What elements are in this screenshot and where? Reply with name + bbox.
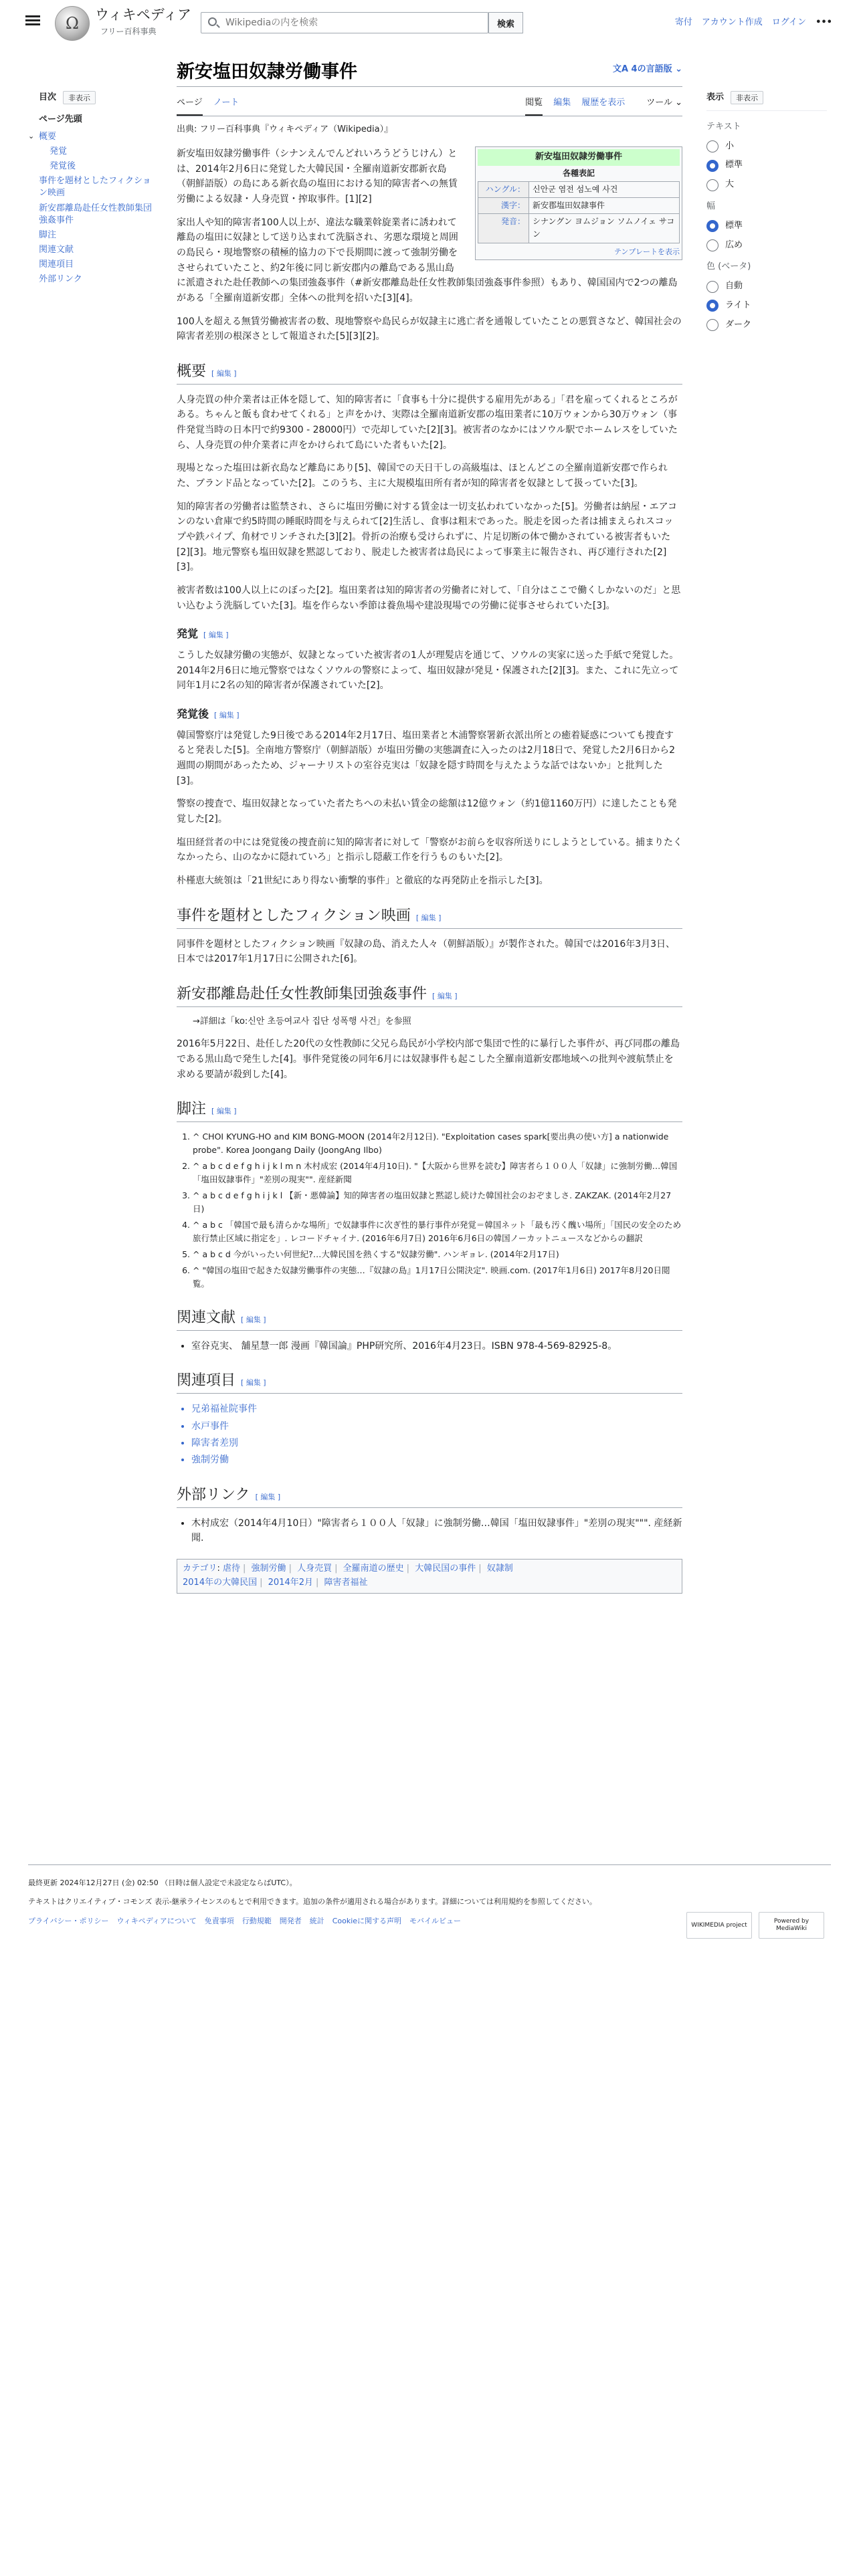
edit-link[interactable]: [ 編集 ] (241, 1315, 266, 1324)
paragraph: 朴槿恵大統領は「21世紀にあり得ない衝撃的事件」と徹底的な再発防止を指示した[3]。 (177, 875, 549, 887)
page-footer (28, 1864, 831, 1932)
footer-link[interactable]: プライバシー・ポリシー (28, 1917, 109, 1926)
category-label[interactable]: カテゴリ (183, 1564, 217, 1574)
table-row: 漢字： 新安郡塩田奴隷事件 (478, 198, 680, 214)
footer-link[interactable]: 免責事項 (204, 1917, 234, 1926)
chevron-down-icon[interactable]: ⌄ (28, 131, 35, 140)
section-heading-overview: 概要[ 編集 ] (177, 362, 682, 385)
footer-link[interactable]: モバイルビュー (409, 1917, 462, 1926)
list-item[interactable]: • 室谷克実、 舗星慧一郎 漫画『韓国論』PHP研究所、2016年4月23日。ISBN 978-4-569-82925-8。 (191, 1339, 682, 1354)
radio-checked-icon (706, 220, 719, 232)
category-link[interactable]: 大韓民国の事件 (415, 1564, 476, 1574)
edit-link[interactable]: [ 編集 ] (203, 631, 229, 639)
radio-icon (706, 239, 719, 251)
list-item[interactable]: • 木村成宏（2014年4月10日）"障害者ら１００人「奴隷」に強制労働…韓国「塩田奴隷事件」"差別の現実""". 産経新聞. (191, 1516, 682, 1546)
paragraph: 被害者数は100人以上にのぼった[2]。塩田業者は知的障害者の労働者に対して、「自分はここで働くしかないのだ」と思い込むよう洗脳していた[3]。塩を作らない季節は養魚場や建設現場での労働に従事させられていた[3]。 (177, 585, 681, 611)
color-auto[interactable]: 自動 (706, 280, 827, 294)
radio-icon (706, 319, 719, 331)
category-link[interactable]: 全羅南道の歴史 (343, 1564, 404, 1574)
references-list (177, 1130, 682, 1291)
color-dark[interactable]: ダーク (706, 318, 827, 332)
tab-edit[interactable]: 編集 (553, 98, 571, 108)
width-standard[interactable]: 標準 (706, 219, 827, 233)
footer-link[interactable]: 統計 (309, 1917, 324, 1926)
template-link[interactable]: テンプレートを表示 (613, 247, 680, 256)
section-heading-teacher: 新安郡離島赴任女性教師集団強姦事件[ 編集 ] (177, 984, 682, 1007)
toc-item-overview[interactable]: ⌄ 概要 (28, 131, 57, 142)
site-tagline: フリー百科事典 (100, 27, 157, 36)
wikimedia-badge[interactable]: WIKIMEDIA project (686, 1912, 752, 1939)
paragraph: 警察の捜査で、塩田奴隷となっていた者たちへの未払い賃金の総額は12億ウォン（約1億1160万円）に達したことも発覚した[2]。 (177, 798, 677, 825)
paragraph: 知的障害者の労働者は監禁され、さらに塩田労働に対する賃金は一切支払われていなかった[5]。労働者は納屋・エアコンのない倉庫で約5時間の睡眠時間を与えられて[2]生活し、食事は粗末であった。脱走を図った者は捕まえられスコップや鉄パイプ、角材でリンチされた[3][2]。骨折の治療も受けられずに、片足切断の体で働かされている被害者もいた[2][3]。地元警察も塩田奴隷を黙認しており、脱走した被害者は島民によって事業主に報告され、再び連行された[2][3]。 (177, 501, 677, 573)
page-tabs (177, 96, 682, 116)
from-line: 出典: フリー百科事典『ウィキペディア（Wikipedia）』 (177, 124, 393, 135)
toc-item-after[interactable]: 発覚後 (50, 160, 76, 171)
paragraph: 現場となった塩田は新衣島など離島にあり[5]、韓国での天日干しの高級塩は、ほとんどこの全羅南道新安郡で作られた、ブランド品となっていた[2]。このうち、主に大規模塩田所有者が知的障害者を奴隷として扱っていた[3]。 (177, 463, 668, 490)
infobox (475, 146, 682, 260)
footer-link[interactable]: ウィキペディアについて (116, 1917, 197, 1926)
paragraph: 韓国警察庁は発覚した9日後である2014年2月17日、塩田業者と木浦警察署新衣派出所との癒着疑惑についても捜査すると発表した[5]。全南地方警察庁（朝鮮語版）が塩田労働の実態調査に入ったのは2月18日で、発覚した2月6日から2週間の期間があったため、ジャーナリストの室谷克実は「奴隷を隠す時間を与えたような話ではないか」と批判した[3]。 (177, 730, 675, 786)
edit-link[interactable]: [ 編集 ] (211, 1107, 237, 1115)
footer-link[interactable]: 開発者 (279, 1917, 302, 1926)
main-menu-icon[interactable] (25, 13, 40, 25)
radio-icon (706, 179, 719, 191)
category-link[interactable]: 人身売買 (297, 1564, 332, 1574)
search-button[interactable]: 検索 (488, 12, 523, 33)
related-list (177, 1402, 682, 1468)
reference-item[interactable]: 6. ^ "韓国の塩田で起きた奴隷労働事件の実態…『奴隷の島』1月17日公開決定". 映画.com. (2017年1月6日) 2017年8月20日閲覧。 (193, 1264, 682, 1291)
more-options-icon[interactable]: ••• (816, 17, 832, 27)
category-link[interactable]: 2014年2月 (268, 1578, 313, 1588)
paragraph: 塩田経営者の中には発覚後の捜査前に知的障害者に対して「警察がお前らを収容所送りにしようとしている。捕まりたくなかったら、山のなかに隠れていろ」と指示し隠蔽工作を行うものもいた[2]。 (177, 837, 682, 863)
toc-item-notes[interactable]: 脚注 (39, 229, 57, 240)
category-link[interactable]: 虐待 (223, 1564, 241, 1574)
toc-item-related[interactable]: 関連項目 (39, 259, 74, 270)
toc-title: 目次 (39, 92, 57, 102)
edit-link[interactable]: [ 編集 ] (256, 1493, 281, 1501)
infobox-subtitle: 各種表記 (562, 168, 595, 178)
tab-read[interactable]: 閲覧 (525, 96, 543, 116)
language-button[interactable]: 文A 4の言語版 ⌄ (612, 64, 682, 74)
translate-icon: 文A (612, 64, 632, 74)
license-text: テキストはクリエイティブ・コモンズ 表示-継承ライセンスのもとで利用できます。追加の条件が適用される場合があります。詳細については利用規約を参照してください。 (28, 1897, 597, 1906)
appearance-panel (706, 91, 827, 338)
text-size-large[interactable]: 大 (706, 178, 827, 192)
reference-item[interactable]: 3. ^ a b c d e f g h i j k l 【新・悪韓論】知的障害者の塩田奴隷と黙認し続けた韓国社会のおぞましさ. ZAKZAK. (2014年2月27日) (193, 1189, 682, 1216)
footer-link[interactable]: Cookieに関する声明 (332, 1917, 402, 1926)
infobox-title: 新安塩田奴隷労働事件 (478, 149, 680, 166)
reference-item[interactable]: 1. ^ CHOI KYUNG-HO and KIM BONG-MOON (2014年2月12日). "Exploitation cases spark[要出典の使い方] a nationwide probe". Korea Joongang Daily (JoongAng Ilbo) (193, 1130, 682, 1157)
mediawiki-badge[interactable]: Powered by MediaWiki (759, 1912, 824, 1939)
appearance-title: 表示 (706, 92, 725, 102)
paragraph: 人身売買の仲介業者は正体を隠して、知的障害者に「食事も十分に提供する雇用先がある」「君を雇ってくれるところがある。ちゃんと飯も食わせてくれる」と声をかけ、実際は全羅南道新安郡の塩田業者に10万ウォンから30万ウォン（事件発覚当時の日本円で約9300 - 28000円）で売却していた[2][3]。被害者のなかにはソウル駅でホームレスをしていたら、人身売買の仲介業者に声をかけられて島にいた者もいた[2]。 (177, 394, 678, 451)
list-item[interactable]: • 兄弟福祉院事件 (191, 1402, 682, 1416)
edit-link[interactable]: [ 編集 ] (432, 992, 458, 1000)
section-heading-notes: 脚注[ 編集 ] (177, 1099, 682, 1122)
lead-paragraph: 家出人や知的障害者100人以上が、違法な職業斡旋業者に誘われて離島の塩田に奴隷として送り込まれて洗脳され、劣悪な環境と周囲の島民ら・現地警察の積極的協力の下で長期間に渡って強制労働をさせられていたこと、約2年後に同じ新安郡内の離島である黒山島に派遣された赴任教師への集団強姦事件（#新安郡離島赴任女性教師集団強姦事件参照）もあり、韓国国内で2つの離島がある「全羅南道新安郡」全体への批判を招いた[3][4]。 (177, 217, 678, 304)
category-link[interactable]: 奴隷制 (486, 1564, 513, 1574)
section-heading-after: 発覚後[ 編集 ] (177, 706, 682, 723)
edit-link[interactable]: [ 編集 ] (416, 914, 442, 922)
toc-item-teacher[interactable]: 新安郡離島赴任女性教師集団強姦事件 (39, 203, 153, 225)
appearance-hide-button[interactable]: 非表示 (731, 91, 763, 104)
toc-item-external[interactable]: 外部リンク (39, 274, 82, 285)
list-item[interactable]: • 強制労働 (191, 1453, 682, 1467)
tab-tools[interactable]: ツール ⌄ (646, 98, 682, 108)
tab-history[interactable]: 履歴を表示 (581, 98, 626, 108)
user-links (666, 16, 832, 30)
create-account-link[interactable]: アカウント作成 (701, 17, 763, 27)
donate-link[interactable]: 寄付 (674, 17, 692, 27)
lead-paragraph: 100人を超える無賃労働被害者の数、現地警察や島民らが奴隷主に逃亡者を通報していたことの悪質さなど、韓国社会の障害者差別の根深さとして報道された[5][3][2]。 (177, 316, 682, 342)
width-label: 幅 (706, 201, 716, 211)
footer-link[interactable]: 行動規範 (242, 1917, 272, 1926)
page-title: 新安塩田奴隷労働事件 (177, 55, 682, 87)
toc-item-fiction[interactable]: 事件を題材としたフィクション映画 (39, 176, 151, 199)
paragraph: 同事件を題材としたフィクション映画『奴隷の島、消えた人々（朝鮮語版）』が製作された。韓国では2016年3月3日、日本では2017年1月17日に公開された[6]。 (177, 938, 676, 965)
radio-icon (706, 140, 719, 152)
radio-icon (706, 281, 719, 293)
text-size-label: テキスト (706, 121, 741, 132)
tab-page[interactable]: ページ (177, 96, 203, 116)
search-input[interactable] (225, 16, 453, 29)
site-name[interactable]: ウィキペディア (95, 7, 192, 23)
radio-checked-icon (706, 300, 719, 312)
table-of-contents (28, 91, 153, 289)
color-light[interactable]: ライト (706, 299, 827, 313)
search-box[interactable] (201, 12, 488, 33)
toc-item-found[interactable]: 発覚 (50, 146, 68, 156)
toc-item-top[interactable]: ページ先頭 (39, 114, 82, 124)
category-box: カテゴリ: 虐待 | 強制労働 | 人身売買 | 全羅南道の歴史 | 大韓民国の事件 | 奴隷制 2014年の大韓民国 | 2014年2月 | 障害者福祉 (177, 1559, 682, 1594)
reference-item[interactable]: 5. ^ a b c d 今がいったい何世紀?…大韓民国を熱くする"奴隷労働". ハンギョレ. (2014年2月17日) (193, 1248, 682, 1261)
reference-item[interactable]: 2. ^ a b c d e f g h i j k l m n 木村成宏 (2014年4月10日). "【大阪から世界を読む】障害者ら１００人「奴隷」に強制労働…韓国「塩田奴隷事件」"差別の現実"". 産経新聞 (193, 1160, 682, 1186)
table-row: ハングル： 신안군 염전 섬노예 사건 (478, 181, 680, 197)
search-icon (208, 17, 217, 26)
section-heading-fiction: 事件を題材としたフィクション映画[ 編集 ] (177, 906, 682, 929)
external-links-list (177, 1516, 682, 1546)
edit-link[interactable]: [ 編集 ] (241, 1378, 266, 1387)
article (177, 55, 682, 1594)
section-heading-related: 関連項目[ 編集 ] (177, 1371, 682, 1394)
radio-checked-icon (706, 160, 719, 172)
infobox-table (478, 181, 680, 243)
section-heading-found: 発覚[ 編集 ] (177, 625, 682, 643)
paragraph: 2016年5月22日、赴任した20代の女性教師に父兄ら島民が小学校内部で集団で性的に暴行した事件が、再び同郡の離島である黒山島で発生した[4]。事件発覚後の同年6月には奴隷事件も起こした全羅南道新安郡地域への批判や渡航禁止を求める要請が殺到した[4]。 (177, 1039, 680, 1080)
toc-hide-button[interactable]: 非表示 (63, 91, 96, 104)
category-link[interactable]: 強制労働 (251, 1564, 286, 1574)
reference-item[interactable]: 4. ^ a b c 「韓国で最も清らかな場所」で奴隷事件に次ぎ性的暴行事件が発覚＝韓国ネット「最も汚く醜い場所」「国民の安全のため旅行禁止区域に指定を」. レコードチャイナ. (2016年6月7日) 2016年6月6日の韓国ノーカットニュースなどからの翻訳 (193, 1218, 682, 1245)
section-heading-external: 外部リンク[ 編集 ] (177, 1485, 682, 1508)
last-updated: 最終更新 2024年12月27日 (金) 02:50 （日時は個人設定で未設定ならばUTC）。 (28, 1879, 297, 1887)
edit-link[interactable]: [ 編集 ] (214, 711, 240, 720)
width-wide[interactable]: 広め (706, 239, 827, 253)
text-size-standard[interactable]: 標準 (706, 158, 827, 173)
color-label: 色 (ベータ) (706, 261, 751, 272)
list-item[interactable]: • 水戸事件 (191, 1419, 682, 1434)
wikipedia-logo[interactable]: Ω (55, 6, 90, 41)
section-heading-literature: 関連文献[ 編集 ] (177, 1308, 682, 1331)
edit-link[interactable]: [ 編集 ] (211, 369, 237, 378)
table-row: 発音： シナングン ヨムジョン ソムノイェ サコン (478, 214, 680, 243)
list-item[interactable]: • 障害者差別 (191, 1436, 682, 1451)
category-link[interactable]: 障害者福祉 (324, 1578, 368, 1588)
lead-paragraph: 新安塩田奴隷労働事件（シナンえんでんどれいろうどうじけん）とは、2014年2月6日に発覚した大韓民国・全羅南道新安郡新衣島（朝鮮語版）の島にある新衣島の塩田における知的障害者への無賃労働による奴隷・人身売買・搾取事件。[1][2] (177, 148, 458, 205)
text-size-small[interactable]: 小 (706, 140, 827, 154)
literature-list (177, 1339, 682, 1354)
see-also-note[interactable]: →詳細は「ko:신안 초등여교사 집단 성폭행 사건」を参照 (193, 1016, 411, 1027)
tab-talk[interactable]: ノート (213, 98, 240, 108)
toc-item-literature[interactable]: 関連文献 (39, 245, 74, 255)
category-link[interactable]: 2014年の大韓民国 (183, 1578, 258, 1588)
site-header (0, 0, 859, 45)
login-link[interactable]: ログイン (771, 17, 807, 27)
paragraph: こうした奴隷労働の実態が、奴隷となっていた被害者の1人が理髪店を通じて、ソウルの実家に送った手紙で発覚した。2014年2月6日に地元警察ではなくソウルの警察によって、塩田奴隷が発見・保護された[2][3]。また、これに先立って同年1月に2名の知的障害者が保護されていた[2]。 (177, 650, 679, 691)
